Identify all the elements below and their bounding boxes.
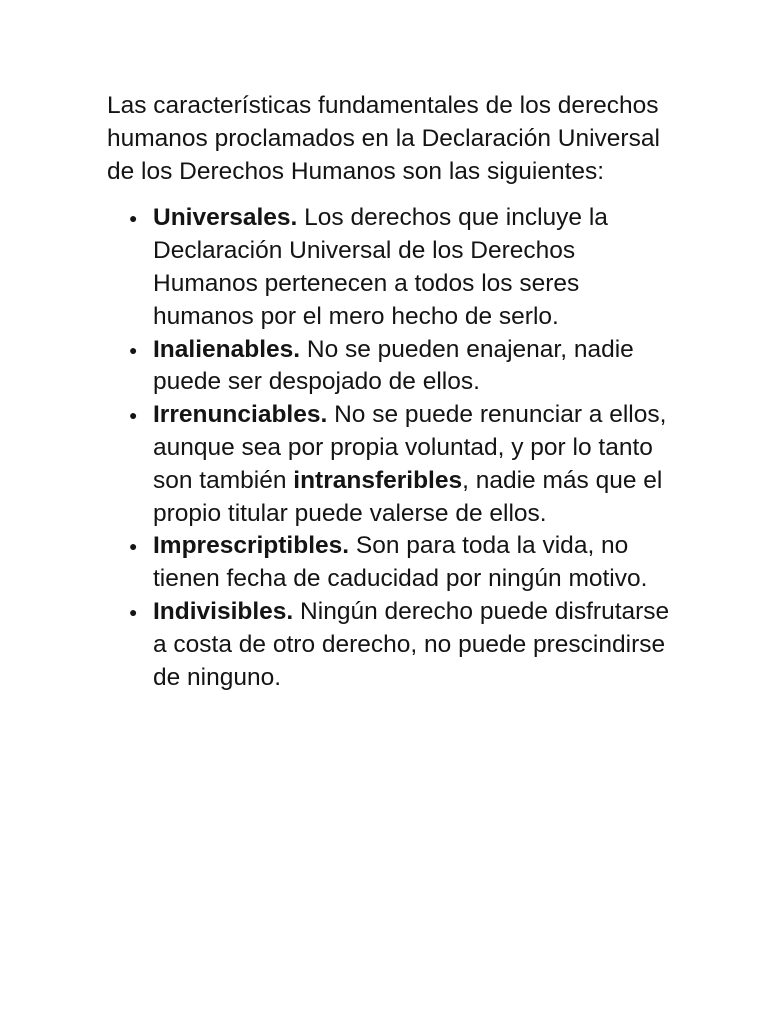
item-term: Inalienables. bbox=[153, 335, 301, 363]
list-item-irrenunciables bbox=[107, 399, 677, 530]
item-term: Imprescriptibles. bbox=[153, 532, 350, 560]
list-item-universales bbox=[107, 202, 677, 333]
item-term: Universales. bbox=[153, 204, 298, 232]
item-term: Indivisibles. bbox=[153, 597, 294, 625]
bullet-icon: ● bbox=[129, 603, 138, 620]
item-text: Son para toda la vida, no tienen fecha de caducidad por ningún motivo. bbox=[153, 532, 648, 593]
bullet-icon: ● bbox=[129, 407, 138, 424]
bullet-icon: ● bbox=[129, 210, 138, 227]
intro-paragraph: Las características fundamentales de los derechos humanos proclamados en la Declaración Universal de los Derechos Humanos son las siguientes: bbox=[107, 92, 660, 185]
item-emphasis: intransferibles bbox=[293, 466, 463, 494]
bullet-icon: ● bbox=[129, 341, 138, 358]
characteristics-list bbox=[107, 202, 677, 694]
item-text: Ningún derecho puede disfrutarse a costa de otro derecho, no puede prescindirse de ninguno. bbox=[153, 597, 670, 691]
list-item-indivisibles bbox=[107, 596, 677, 694]
document-page bbox=[107, 90, 677, 694]
item-text: No se pueden enajenar, nadie puede ser despojado de ellos. bbox=[153, 335, 634, 396]
item-text-after: , nadie más que el propio titular puede valerse de ellos. bbox=[153, 466, 663, 527]
item-term: Irrenunciables. bbox=[153, 401, 328, 429]
item-text: No se puede renunciar a ellos, aunque sea por propia voluntad, y por lo tanto son también bbox=[153, 401, 667, 494]
list-item-imprescriptibles bbox=[107, 530, 677, 596]
list-item-inalienables bbox=[107, 334, 677, 400]
item-text: Los derechos que incluye la Declaración Universal de los Derechos Humanos pertenecen a todos los seres humanos por el mero hecho de serlo. bbox=[153, 204, 608, 330]
bullet-icon: ● bbox=[129, 538, 138, 555]
